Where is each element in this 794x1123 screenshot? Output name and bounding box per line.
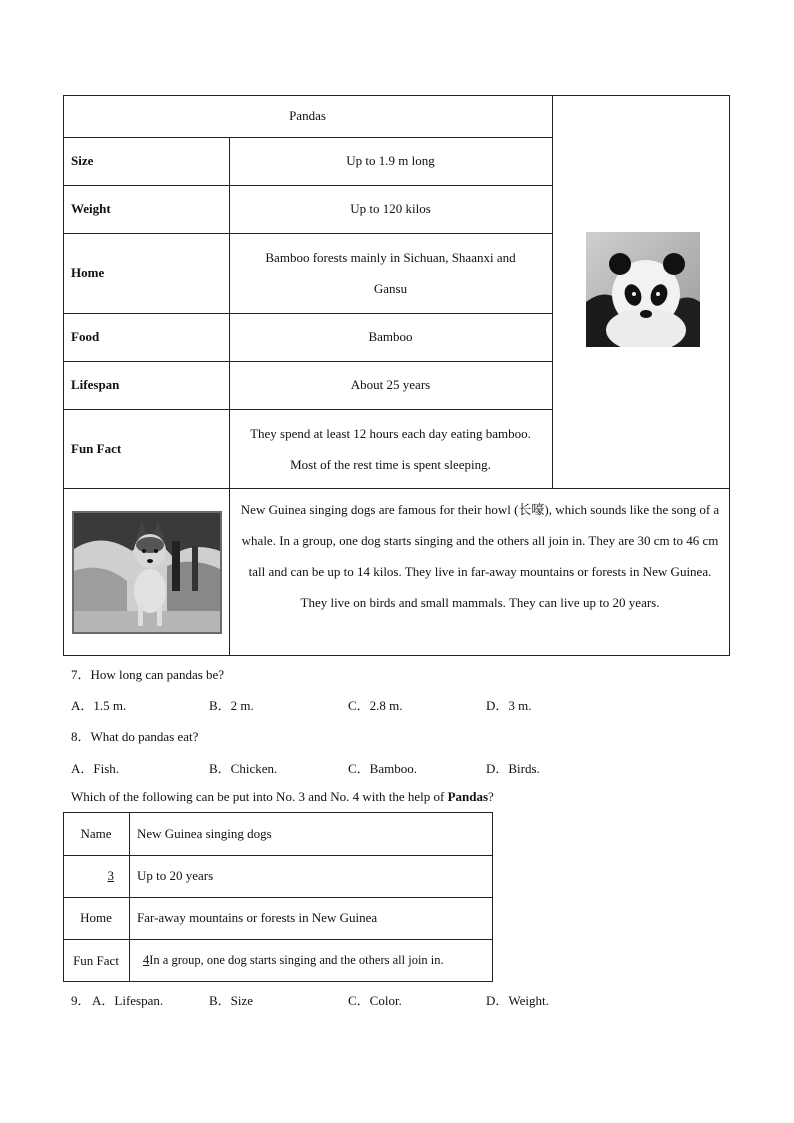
dog-table-label-funfact: Fun Fact [73,952,119,968]
panda-table-title: Pandas [289,108,326,123]
panda-row-value-size: Up to 1.9 m long [346,153,435,168]
panda-row-label-food: Food [71,329,100,344]
dog-table-value-lifespan: Up to 20 years [137,868,214,883]
dog-table-value-funfact [129,939,493,982]
q8-option-b[interactable]: B．Chicken. [209,761,278,776]
dog-table-label-name: Name [80,825,112,841]
q8-option-d[interactable]: D．Birds. [486,761,540,776]
q9-option-b[interactable]: B．Size [209,993,254,1008]
dog-photo [72,511,222,634]
panda-row-value-funfact: They spend at least 12 hours each day eating bamboo. Most of the rest time is spent sleeping. [250,425,531,472]
question-7-stem: 7．How long can pandas be? [71,667,225,682]
dog-table-blank-3 [63,855,129,897]
q8-option-c[interactable]: C．Bamboo. [348,761,417,776]
table-intro-end: ? [488,789,494,804]
panda-row-value-weight: Up to 120 kilos [350,201,431,216]
q8-option-a[interactable]: A．Fish. [71,761,120,776]
q9-option-c[interactable]: C．Color. [348,993,402,1008]
dog-funfact-text: In a group, one dog starts singing and the others all join in. [149,953,444,967]
panda-row-label-funfact: Fun Fact [71,440,122,456]
q7-option-c[interactable]: C．2.8 m. [348,698,403,713]
panda-row-value-food: Bamboo [368,329,413,344]
table-intro-text: Which of the following can be put into No. 3 and No. 4 with the help of [71,789,448,804]
table-intro [71,789,494,805]
q9-option-d[interactable]: D．Weight. [486,993,549,1008]
blank-4-number: 4 [143,953,150,967]
panda-row-label-size: Size [71,153,94,168]
panda-row-value-lifespan: About 25 years [350,377,431,392]
blank-3-number: 3 [107,868,114,883]
panda-row-label-lifespan: Lifespan [71,377,120,392]
dog-table-value-name: New Guinea singing dogs [137,825,272,841]
panda-row-label-weight: Weight [71,201,111,216]
q7-option-a[interactable]: A．1.5 m. [71,698,127,713]
table-intro-bold: Pandas [447,789,489,804]
dog-table-value-home: Far-away mountains or forests in New Guinea [137,910,378,925]
question-8-stem: 8．What do pandas eat? [71,729,199,744]
dog-table-label-home: Home [80,910,112,925]
panda-row-label-home: Home [71,265,105,280]
q7-option-b[interactable]: B．2 m. [209,698,254,713]
panda-photo [586,232,700,347]
question-9-prefix: 9． [71,993,91,1008]
panda-row-value-home: Bamboo forests mainly in Sichuan, Shaanxi and Gansu [265,250,516,296]
q7-option-d[interactable]: D．3 m. [486,698,532,713]
dog-description: New Guinea singing dogs are famous for their howl (长嚎), which sounds like the song of a whale. In a group, one dog starts singing and the others all join in. They are 30 cm to 46 cm tall and can be up to 14 kilos. They live in far-away mountains or forests in New Guinea. They live on birds and small mammals. They can live up to 20 years. [240,502,720,610]
q9-option-a[interactable]: A．Lifespan. [92,993,164,1008]
